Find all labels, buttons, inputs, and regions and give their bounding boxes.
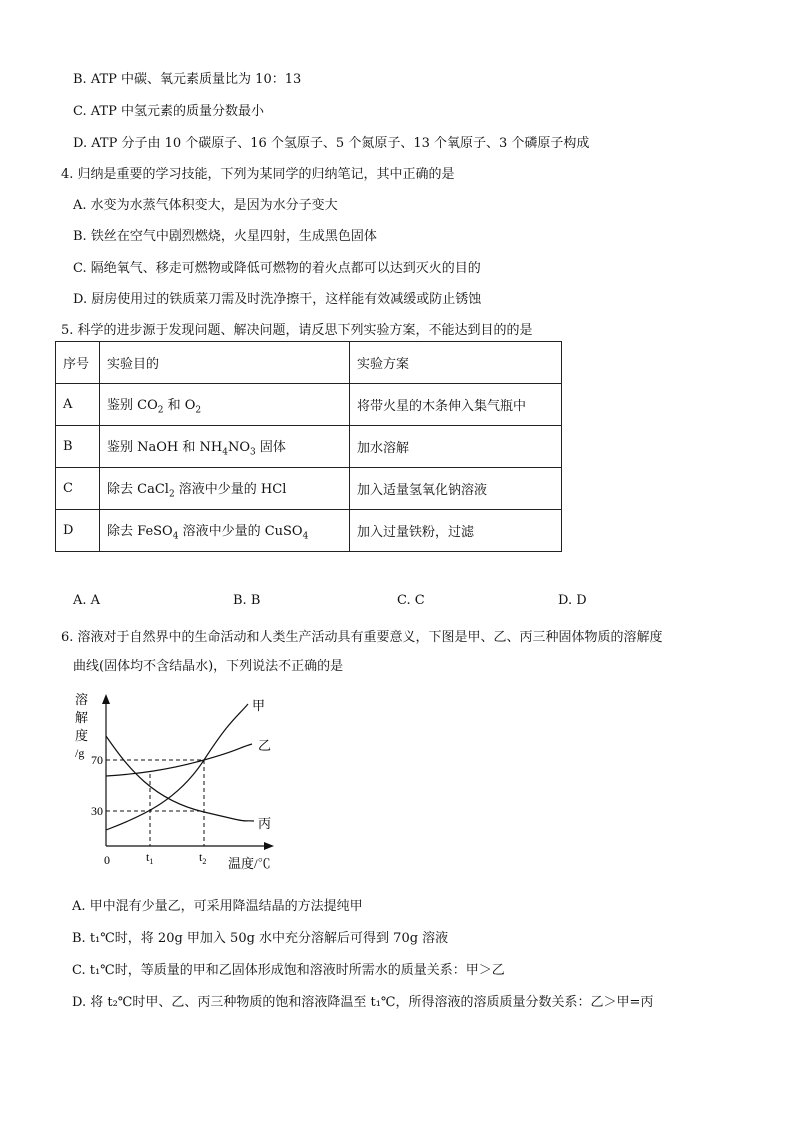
x-axis-arrow <box>264 842 274 850</box>
x-tick-t1: $t_1$ <box>146 850 154 866</box>
question-5-stem: 5. 科学的进步源于发现问题、解决问题，请反思下列实验方案，不能达到目的的是 <box>61 323 533 338</box>
table-row <box>56 510 562 552</box>
series-label-jia: 甲 <box>252 698 266 713</box>
y-tick-30: 30 <box>91 804 103 818</box>
y-axis-arrow <box>102 694 110 704</box>
table-header-row <box>56 342 562 384</box>
question-4-stem: 4. 归纳是重要的学习技能，下列为某同学的归纳笔记，其中正确的是 <box>61 167 455 182</box>
ylabel-char-2: 解 <box>75 710 89 725</box>
option-4c: C. 隔绝氧气、移走可燃物或降低可燃物的着火点都可以达到灭火的目的 <box>73 261 481 276</box>
ylabel-char-1: 溶 <box>75 692 89 707</box>
row-method: 将带火星的木条伸入集气瓶中 <box>350 384 562 426</box>
series-bing-curve <box>106 736 254 821</box>
header-cell: 序号 <box>56 342 100 384</box>
row-id: B <box>56 426 100 468</box>
option-4a: A. 水变为水蒸气体积变大，是因为水分子变大 <box>73 198 338 213</box>
header-cell: 实验方案 <box>350 342 562 384</box>
table-row <box>56 468 562 510</box>
ylabel-char-3: 度 <box>75 728 89 743</box>
row-aim: 除去 FeSO$_4$ 溶液中少量的 CuSO$_4$ <box>100 510 350 552</box>
row-id: C <box>56 468 100 510</box>
solubility-chart <box>68 688 298 873</box>
option-3b: B. ATP 中碳、氧元素质量比为 10：13 <box>73 72 302 87</box>
q6-option-b: B. t₁℃时，将 20g 甲加入 50g 水中充分溶解后可得到 70g 溶液 <box>72 931 449 946</box>
question-6-stem-line1: 6. 溶液对于自然界中的生命活动和人类生产活动具有重要意义，下图是甲、乙、丙三种固体物质的溶解度 <box>61 630 663 645</box>
x-axis-label: 温度/℃ <box>228 856 271 871</box>
q6-option-a: A. 甲中混有少量乙，可采用降温结晶的方法提纯甲 <box>72 899 363 914</box>
q5-option-d: D. D <box>558 593 587 608</box>
ylabel-char-4: /g <box>75 746 85 760</box>
q5-option-c: C. C <box>397 593 425 608</box>
row-method: 加入过量铁粉，过滤 <box>350 510 562 552</box>
row-id: A <box>56 384 100 426</box>
question-6-stem-line2: 曲线(固体均不含结晶水)，下列说法不正确的是 <box>73 659 344 674</box>
option-4d: D. 厨房使用过的铁质菜刀需及时洗净擦干，这样能有效减缓或防止锈蚀 <box>73 292 482 307</box>
option-3c: C. ATP 中氢元素的质量分数最小 <box>73 104 264 119</box>
row-id: D <box>56 510 100 552</box>
q6-option-d: D. 将 t₂℃时甲、乙、丙三种物质的饱和溶液降温至 t₁℃，所得溶液的溶质质量分数关系：乙＞甲=丙 <box>72 995 654 1010</box>
q6-option-c: C. t₁℃时，等质量的甲和乙固体形成饱和溶液时所需水的质量关系：甲＞乙 <box>72 963 505 978</box>
y-tick-70: 70 <box>91 753 103 767</box>
x-tick-t2: $t_2$ <box>199 850 207 866</box>
series-label-yi: 乙 <box>258 738 272 753</box>
table-row <box>56 426 562 468</box>
table-row <box>56 384 562 426</box>
row-aim: 除去 CaCl$_2$ 溶液中少量的 HCl <box>100 468 350 510</box>
origin-label: 0 <box>104 853 110 867</box>
option-4b: B. 铁丝在空气中剧烈燃烧，火星四射，生成黑色固体 <box>73 229 377 244</box>
row-method: 加入适量氢氧化钠溶液 <box>350 468 562 510</box>
row-method: 加水溶解 <box>350 426 562 468</box>
row-aim: 鉴别 $CO_2$ 和 $O_2$ <box>100 384 350 426</box>
q5-option-b: B. B <box>233 593 261 608</box>
series-label-bing: 丙 <box>258 816 272 831</box>
q5-option-a: A. A <box>73 593 101 608</box>
header-cell: 实验目的 <box>100 342 350 384</box>
row-aim: 鉴别 NaOH 和 $NH_4NO_3$ 固体 <box>100 426 350 468</box>
option-3d: D. ATP 分子由 10 个碳原子、16 个氢原子、5 个氮原子、13 个氧原子、3 个磷原子构成 <box>73 136 590 151</box>
experiment-table <box>55 341 562 552</box>
